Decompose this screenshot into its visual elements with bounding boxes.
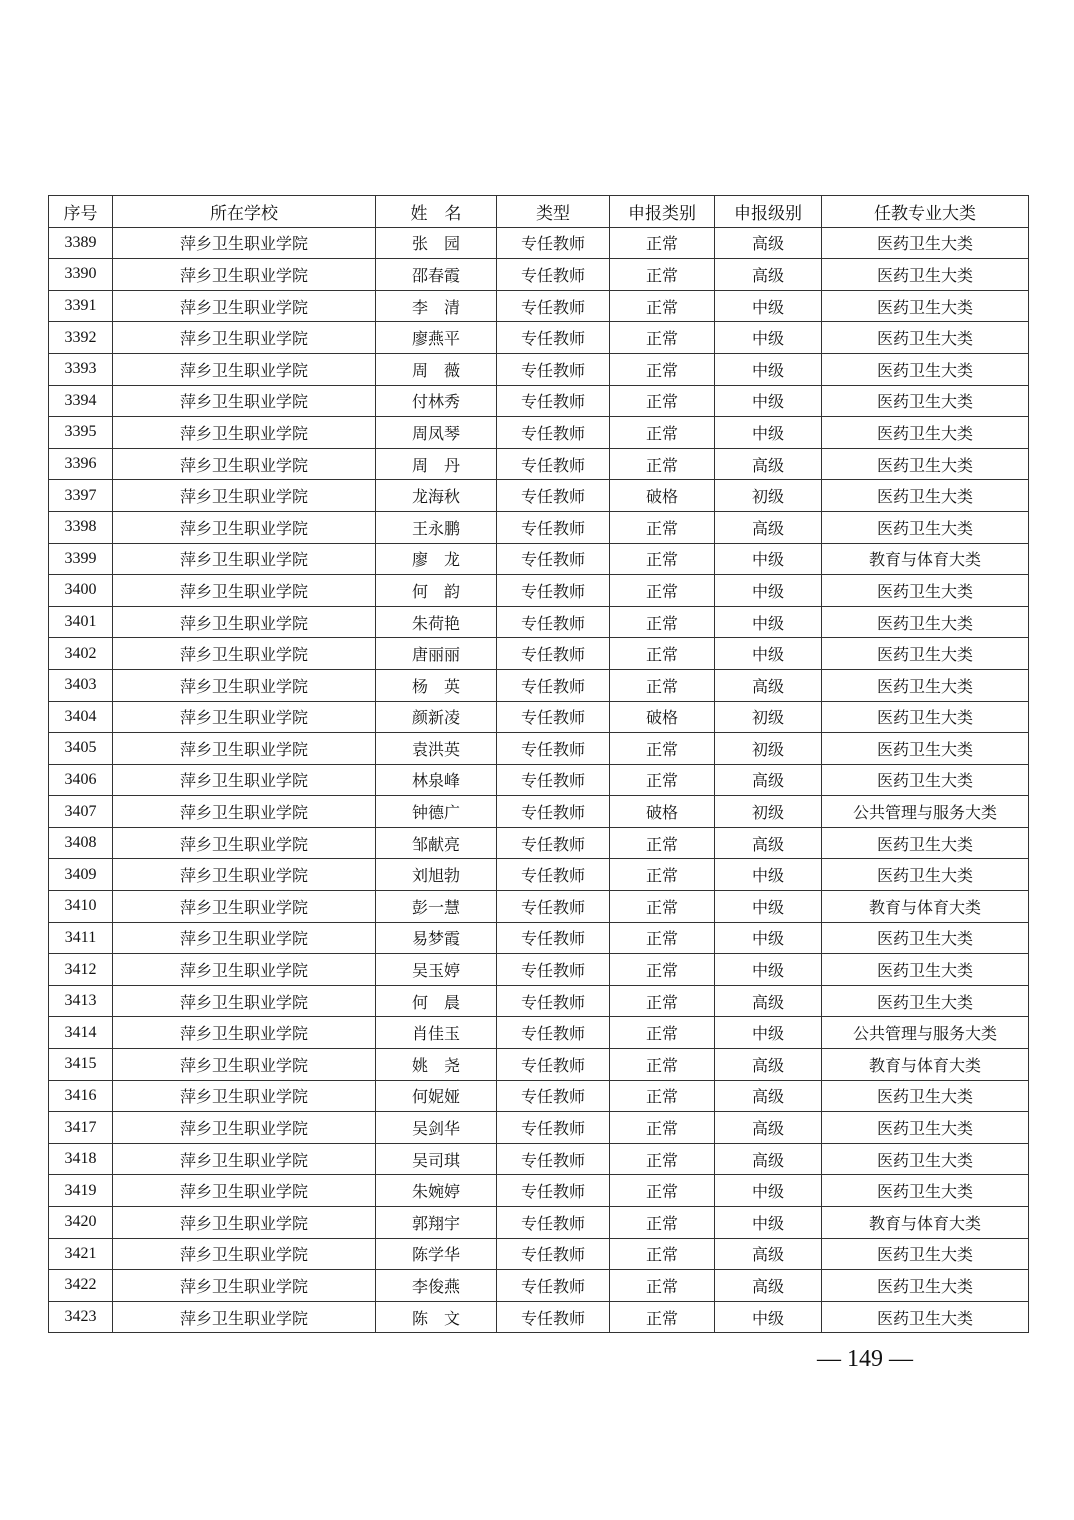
cell-type: 专任教师 <box>497 891 610 923</box>
table-row <box>49 1301 1029 1333</box>
cell-name: 姚 尧 <box>376 1049 497 1081</box>
cell-school: 萍乡卫生职业学院 <box>113 1080 376 1112</box>
cell-name: 陈 文 <box>376 1301 497 1333</box>
cell-major: 医药卫生大类 <box>822 1143 1029 1175</box>
header-cell-school: 所在学校 <box>113 196 376 228</box>
cell-major: 医药卫生大类 <box>822 290 1029 322</box>
cell-type: 专任教师 <box>497 385 610 417</box>
cell-name: 张 园 <box>376 227 497 259</box>
cell-school: 萍乡卫生职业学院 <box>113 764 376 796</box>
cell-category: 正常 <box>610 985 715 1017</box>
header-cell-category: 申报类别 <box>610 196 715 228</box>
header-cell-level: 申报级别 <box>715 196 822 228</box>
cell-no: 3402 <box>49 638 113 670</box>
cell-school: 萍乡卫生职业学院 <box>113 1270 376 1302</box>
cell-type: 专任教师 <box>497 1112 610 1144</box>
cell-category: 正常 <box>610 1301 715 1333</box>
cell-school: 萍乡卫生职业学院 <box>113 1238 376 1270</box>
cell-school: 萍乡卫生职业学院 <box>113 796 376 828</box>
cell-school: 萍乡卫生职业学院 <box>113 259 376 291</box>
cell-level: 高级 <box>715 1080 822 1112</box>
cell-level: 中级 <box>715 954 822 986</box>
cell-type: 专任教师 <box>497 480 610 512</box>
cell-no: 3403 <box>49 669 113 701</box>
table-row <box>49 638 1029 670</box>
cell-no: 3421 <box>49 1238 113 1270</box>
cell-major: 教育与体育大类 <box>822 1049 1029 1081</box>
table-row <box>49 606 1029 638</box>
cell-level: 中级 <box>715 575 822 607</box>
cell-school: 萍乡卫生职业学院 <box>113 480 376 512</box>
cell-type: 专任教师 <box>497 1049 610 1081</box>
cell-no: 3390 <box>49 259 113 291</box>
cell-school: 萍乡卫生职业学院 <box>113 827 376 859</box>
cell-category: 正常 <box>610 733 715 765</box>
cell-name: 李俊燕 <box>376 1270 497 1302</box>
table-row <box>49 733 1029 765</box>
cell-category: 正常 <box>610 1143 715 1175</box>
cell-major: 医药卫生大类 <box>822 669 1029 701</box>
cell-level: 高级 <box>715 1270 822 1302</box>
cell-level: 中级 <box>715 322 822 354</box>
cell-major: 医药卫生大类 <box>822 733 1029 765</box>
cell-type: 专任教师 <box>497 1270 610 1302</box>
table-row <box>49 701 1029 733</box>
cell-major: 公共管理与服务大类 <box>822 796 1029 828</box>
cell-no: 3420 <box>49 1207 113 1239</box>
table-row <box>49 764 1029 796</box>
cell-category: 正常 <box>610 290 715 322</box>
cell-name: 钟德广 <box>376 796 497 828</box>
cell-type: 专任教师 <box>497 1301 610 1333</box>
cell-category: 正常 <box>610 417 715 449</box>
table-row <box>49 954 1029 986</box>
cell-school: 萍乡卫生职业学院 <box>113 733 376 765</box>
cell-name: 吴剑华 <box>376 1112 497 1144</box>
cell-name: 李 清 <box>376 290 497 322</box>
cell-school: 萍乡卫生职业学院 <box>113 1112 376 1144</box>
cell-type: 专任教师 <box>497 985 610 1017</box>
cell-type: 专任教师 <box>497 733 610 765</box>
cell-level: 高级 <box>715 1112 822 1144</box>
cell-major: 医药卫生大类 <box>822 227 1029 259</box>
cell-school: 萍乡卫生职业学院 <box>113 448 376 480</box>
cell-name: 周 薇 <box>376 353 497 385</box>
cell-major: 医药卫生大类 <box>822 322 1029 354</box>
cell-no: 3401 <box>49 606 113 638</box>
cell-school: 萍乡卫生职业学院 <box>113 227 376 259</box>
table-row <box>49 1049 1029 1081</box>
cell-no: 3410 <box>49 891 113 923</box>
table-row <box>49 385 1029 417</box>
cell-school: 萍乡卫生职业学院 <box>113 1301 376 1333</box>
cell-type: 专任教师 <box>497 701 610 733</box>
table-row <box>49 1207 1029 1239</box>
cell-type: 专任教师 <box>497 259 610 291</box>
cell-no: 3393 <box>49 353 113 385</box>
table-row <box>49 448 1029 480</box>
cell-major: 医药卫生大类 <box>822 1270 1029 1302</box>
cell-category: 正常 <box>610 322 715 354</box>
cell-major: 医药卫生大类 <box>822 827 1029 859</box>
cell-school: 萍乡卫生职业学院 <box>113 922 376 954</box>
cell-no: 3422 <box>49 1270 113 1302</box>
cell-category: 正常 <box>610 606 715 638</box>
cell-category: 正常 <box>610 259 715 291</box>
cell-name: 朱荷艳 <box>376 606 497 638</box>
cell-no: 3417 <box>49 1112 113 1144</box>
table-row <box>49 1112 1029 1144</box>
table-row <box>49 1017 1029 1049</box>
cell-name: 吴玉婷 <box>376 954 497 986</box>
table-row <box>49 290 1029 322</box>
cell-level: 中级 <box>715 606 822 638</box>
table-row <box>49 543 1029 575</box>
cell-type: 专任教师 <box>497 543 610 575</box>
cell-category: 正常 <box>610 764 715 796</box>
cell-major: 医药卫生大类 <box>822 259 1029 291</box>
cell-school: 萍乡卫生职业学院 <box>113 606 376 638</box>
cell-category: 正常 <box>610 353 715 385</box>
cell-name: 何 韵 <box>376 575 497 607</box>
cell-major: 教育与体育大类 <box>822 891 1029 923</box>
cell-major: 医药卫生大类 <box>822 985 1029 1017</box>
cell-no: 3409 <box>49 859 113 891</box>
cell-major: 教育与体育大类 <box>822 1207 1029 1239</box>
cell-level: 中级 <box>715 417 822 449</box>
table-row <box>49 353 1029 385</box>
cell-major: 医药卫生大类 <box>822 448 1029 480</box>
cell-major: 医药卫生大类 <box>822 353 1029 385</box>
cell-name: 林泉峰 <box>376 764 497 796</box>
cell-no: 3419 <box>49 1175 113 1207</box>
cell-major: 医药卫生大类 <box>822 1301 1029 1333</box>
cell-name: 易梦霞 <box>376 922 497 954</box>
cell-no: 3395 <box>49 417 113 449</box>
cell-category: 正常 <box>610 1080 715 1112</box>
cell-level: 中级 <box>715 1301 822 1333</box>
cell-level: 中级 <box>715 385 822 417</box>
cell-level: 高级 <box>715 448 822 480</box>
cell-no: 3412 <box>49 954 113 986</box>
cell-name: 周 丹 <box>376 448 497 480</box>
cell-category: 正常 <box>610 448 715 480</box>
cell-level: 高级 <box>715 259 822 291</box>
cell-type: 专任教师 <box>497 606 610 638</box>
cell-name: 彭一慧 <box>376 891 497 923</box>
cell-category: 正常 <box>610 1112 715 1144</box>
cell-name: 吴司琪 <box>376 1143 497 1175</box>
cell-category: 正常 <box>610 859 715 891</box>
cell-name: 邹献亮 <box>376 827 497 859</box>
cell-type: 专任教师 <box>497 796 610 828</box>
cell-type: 专任教师 <box>497 1238 610 1270</box>
cell-category: 破格 <box>610 796 715 828</box>
cell-name: 龙海秋 <box>376 480 497 512</box>
cell-category: 正常 <box>610 1175 715 1207</box>
cell-type: 专任教师 <box>497 1175 610 1207</box>
cell-school: 萍乡卫生职业学院 <box>113 322 376 354</box>
cell-name: 廖燕平 <box>376 322 497 354</box>
cell-major: 医药卫生大类 <box>822 922 1029 954</box>
cell-name: 袁洪英 <box>376 733 497 765</box>
cell-school: 萍乡卫生职业学院 <box>113 353 376 385</box>
cell-school: 萍乡卫生职业学院 <box>113 954 376 986</box>
cell-type: 专任教师 <box>497 417 610 449</box>
table-row <box>49 1238 1029 1270</box>
cell-name: 周凤琴 <box>376 417 497 449</box>
cell-name: 杨 英 <box>376 669 497 701</box>
cell-school: 萍乡卫生职业学院 <box>113 669 376 701</box>
cell-category: 正常 <box>610 543 715 575</box>
cell-major: 医药卫生大类 <box>822 1080 1029 1112</box>
cell-category: 正常 <box>610 575 715 607</box>
cell-major: 医药卫生大类 <box>822 606 1029 638</box>
cell-name: 肖佳玉 <box>376 1017 497 1049</box>
cell-school: 萍乡卫生职业学院 <box>113 385 376 417</box>
roster-table <box>48 195 1029 1333</box>
cell-school: 萍乡卫生职业学院 <box>113 859 376 891</box>
table-row <box>49 322 1029 354</box>
cell-level: 高级 <box>715 1238 822 1270</box>
cell-major: 医药卫生大类 <box>822 954 1029 986</box>
cell-type: 专任教师 <box>497 1017 610 1049</box>
cell-category: 正常 <box>610 227 715 259</box>
cell-category: 正常 <box>610 827 715 859</box>
cell-no: 3399 <box>49 543 113 575</box>
cell-level: 中级 <box>715 891 822 923</box>
cell-major: 医药卫生大类 <box>822 701 1029 733</box>
cell-category: 正常 <box>610 1017 715 1049</box>
cell-major: 医药卫生大类 <box>822 385 1029 417</box>
table-row <box>49 985 1029 1017</box>
cell-type: 专任教师 <box>497 353 610 385</box>
cell-level: 初级 <box>715 701 822 733</box>
cell-name: 陈学华 <box>376 1238 497 1270</box>
cell-school: 萍乡卫生职业学院 <box>113 290 376 322</box>
cell-name: 刘旭勃 <box>376 859 497 891</box>
cell-name: 颜新凌 <box>376 701 497 733</box>
cell-level: 高级 <box>715 827 822 859</box>
cell-major: 医药卫生大类 <box>822 764 1029 796</box>
header-cell-type: 类型 <box>497 196 610 228</box>
cell-major: 医药卫生大类 <box>822 1112 1029 1144</box>
cell-no: 3394 <box>49 385 113 417</box>
table-row <box>49 1143 1029 1175</box>
cell-type: 专任教师 <box>497 859 610 891</box>
cell-no: 3418 <box>49 1143 113 1175</box>
table-row <box>49 511 1029 543</box>
cell-school: 萍乡卫生职业学院 <box>113 1207 376 1239</box>
cell-major: 医药卫生大类 <box>822 417 1029 449</box>
cell-type: 专任教师 <box>497 1143 610 1175</box>
cell-category: 正常 <box>610 1270 715 1302</box>
cell-type: 专任教师 <box>497 764 610 796</box>
table-row <box>49 1080 1029 1112</box>
cell-name: 何 晨 <box>376 985 497 1017</box>
cell-level: 初级 <box>715 796 822 828</box>
cell-level: 高级 <box>715 764 822 796</box>
cell-school: 萍乡卫生职业学院 <box>113 1175 376 1207</box>
cell-name: 邵春霞 <box>376 259 497 291</box>
cell-category: 正常 <box>610 638 715 670</box>
cell-school: 萍乡卫生职业学院 <box>113 575 376 607</box>
cell-type: 专任教师 <box>497 922 610 954</box>
cell-no: 3396 <box>49 448 113 480</box>
cell-category: 正常 <box>610 922 715 954</box>
cell-major: 医药卫生大类 <box>822 638 1029 670</box>
cell-category: 破格 <box>610 701 715 733</box>
cell-major: 公共管理与服务大类 <box>822 1017 1029 1049</box>
cell-type: 专任教师 <box>497 511 610 543</box>
cell-category: 正常 <box>610 1049 715 1081</box>
cell-name: 唐丽丽 <box>376 638 497 670</box>
cell-no: 3404 <box>49 701 113 733</box>
cell-major: 医药卫生大类 <box>822 1238 1029 1270</box>
cell-name: 郭翔宇 <box>376 1207 497 1239</box>
cell-no: 3416 <box>49 1080 113 1112</box>
cell-level: 中级 <box>715 353 822 385</box>
cell-no: 3392 <box>49 322 113 354</box>
table-row <box>49 827 1029 859</box>
table-row <box>49 669 1029 701</box>
cell-school: 萍乡卫生职业学院 <box>113 1143 376 1175</box>
cell-type: 专任教师 <box>497 1207 610 1239</box>
cell-no: 3413 <box>49 985 113 1017</box>
cell-level: 初级 <box>715 480 822 512</box>
table-row <box>49 796 1029 828</box>
cell-no: 3400 <box>49 575 113 607</box>
cell-major: 医药卫生大类 <box>822 1175 1029 1207</box>
cell-major: 医药卫生大类 <box>822 511 1029 543</box>
cell-name: 何妮娅 <box>376 1080 497 1112</box>
table-row <box>49 1175 1029 1207</box>
table-row <box>49 922 1029 954</box>
cell-level: 中级 <box>715 859 822 891</box>
cell-type: 专任教师 <box>497 669 610 701</box>
cell-category: 正常 <box>610 1207 715 1239</box>
cell-major: 教育与体育大类 <box>822 543 1029 575</box>
table-row <box>49 859 1029 891</box>
cell-level: 高级 <box>715 985 822 1017</box>
cell-category: 正常 <box>610 954 715 986</box>
cell-no: 3423 <box>49 1301 113 1333</box>
table-body <box>49 227 1029 1333</box>
cell-category: 正常 <box>610 891 715 923</box>
cell-no: 3389 <box>49 227 113 259</box>
cell-school: 萍乡卫生职业学院 <box>113 417 376 449</box>
cell-level: 中级 <box>715 290 822 322</box>
cell-school: 萍乡卫生职业学院 <box>113 543 376 575</box>
cell-level: 中级 <box>715 638 822 670</box>
cell-category: 正常 <box>610 669 715 701</box>
cell-type: 专任教师 <box>497 1080 610 1112</box>
cell-no: 3405 <box>49 733 113 765</box>
cell-level: 高级 <box>715 1143 822 1175</box>
header-cell-name: 姓 名 <box>376 196 497 228</box>
cell-level: 中级 <box>715 1175 822 1207</box>
cell-no: 3406 <box>49 764 113 796</box>
table-row <box>49 259 1029 291</box>
table-row <box>49 480 1029 512</box>
cell-school: 萍乡卫生职业学院 <box>113 638 376 670</box>
cell-no: 3397 <box>49 480 113 512</box>
cell-name: 朱婉婷 <box>376 1175 497 1207</box>
cell-major: 医药卫生大类 <box>822 859 1029 891</box>
cell-category: 正常 <box>610 1238 715 1270</box>
header-cell-no: 序号 <box>49 196 113 228</box>
cell-no: 3414 <box>49 1017 113 1049</box>
cell-type: 专任教师 <box>497 827 610 859</box>
cell-type: 专任教师 <box>497 954 610 986</box>
cell-category: 破格 <box>610 480 715 512</box>
cell-school: 萍乡卫生职业学院 <box>113 701 376 733</box>
cell-no: 3391 <box>49 290 113 322</box>
cell-level: 中级 <box>715 543 822 575</box>
cell-type: 专任教师 <box>497 638 610 670</box>
cell-category: 正常 <box>610 511 715 543</box>
table-row <box>49 1270 1029 1302</box>
cell-level: 高级 <box>715 1049 822 1081</box>
cell-level: 初级 <box>715 733 822 765</box>
header-row <box>49 196 1029 228</box>
cell-school: 萍乡卫生职业学院 <box>113 1017 376 1049</box>
cell-level: 中级 <box>715 1207 822 1239</box>
table-row <box>49 417 1029 449</box>
cell-school: 萍乡卫生职业学院 <box>113 1049 376 1081</box>
cell-level: 中级 <box>715 1017 822 1049</box>
cell-major: 医药卫生大类 <box>822 480 1029 512</box>
cell-level: 高级 <box>715 669 822 701</box>
table-row <box>49 227 1029 259</box>
cell-type: 专任教师 <box>497 322 610 354</box>
cell-no: 3411 <box>49 922 113 954</box>
header-cell-major: 任教专业大类 <box>822 196 1029 228</box>
cell-level: 高级 <box>715 511 822 543</box>
cell-category: 正常 <box>610 385 715 417</box>
table-row <box>49 575 1029 607</box>
cell-type: 专任教师 <box>497 290 610 322</box>
cell-name: 付林秀 <box>376 385 497 417</box>
cell-school: 萍乡卫生职业学院 <box>113 891 376 923</box>
cell-no: 3398 <box>49 511 113 543</box>
cell-major: 医药卫生大类 <box>822 575 1029 607</box>
cell-no: 3415 <box>49 1049 113 1081</box>
cell-type: 专任教师 <box>497 227 610 259</box>
table-row <box>49 891 1029 923</box>
cell-no: 3408 <box>49 827 113 859</box>
cell-level: 高级 <box>715 227 822 259</box>
cell-name: 廖 龙 <box>376 543 497 575</box>
cell-school: 萍乡卫生职业学院 <box>113 511 376 543</box>
cell-level: 中级 <box>715 922 822 954</box>
cell-no: 3407 <box>49 796 113 828</box>
cell-school: 萍乡卫生职业学院 <box>113 985 376 1017</box>
cell-type: 专任教师 <box>497 448 610 480</box>
cell-name: 王永鹏 <box>376 511 497 543</box>
page-number: — 149 — <box>817 1346 913 1372</box>
cell-type: 专任教师 <box>497 575 610 607</box>
